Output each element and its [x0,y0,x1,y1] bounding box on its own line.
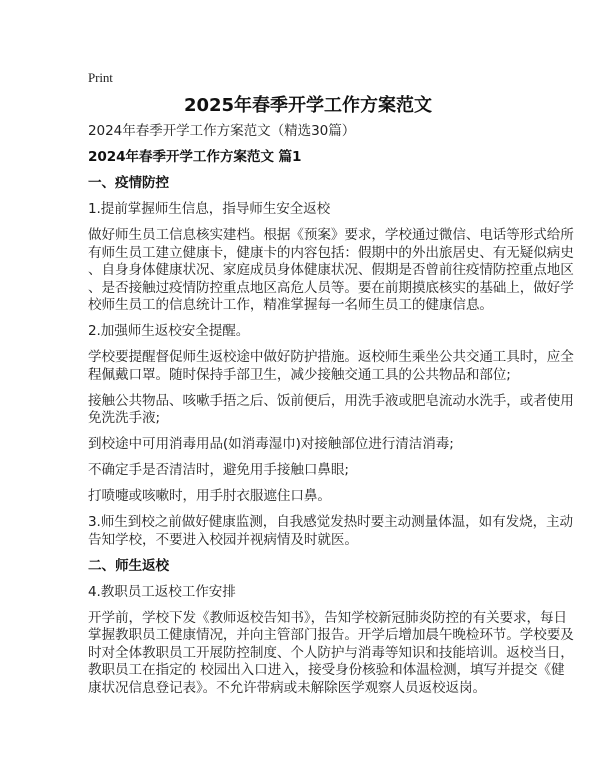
item-4: 4.教职员工返校工作安排 [88,583,236,600]
item-3 [88,514,574,549]
text-line: 3.师生到校之前做好健康监测，自我感觉发热时要主动测量体温，如有发烧，主动 [88,514,574,530]
paragraph [88,609,574,698]
text-line: 、自身身体健康状况、家庭成员身体健康状况、假期是否曾前往疫情防控重点地区 [88,262,574,278]
subtitle: 2024年春季开学工作方案范文（精选30篇） [88,123,356,139]
paragraph [88,392,574,428]
text-line: 教职员工在指定的 校园出入口进入，接受身份核验和体温检测，填写并提交《健 [88,662,565,678]
paragraph: 不确定手是否清洁时，避免用手接触口鼻眼; [88,462,349,478]
text-line: 做好师生员工信息核实建档。根据《预案》要求，学校通过微信、电话等形式给所 [88,227,574,243]
item-1: 1.提前掌握师生信息，指导师生安全返校 [88,201,331,217]
item-2: 2.加强师生返校安全提醒。 [88,323,250,339]
paragraph: 打喷嚏或咳嗽时，用手肘衣服遮住口鼻。 [88,488,331,504]
document-page [88,69,574,706]
page-title: 2025年春季开学工作方案范文 [183,95,433,116]
text-line: 程佩戴口罩。随时保持手部卫生，减少接触交通工具的公共物品和部位; [88,366,511,383]
text-line: 掌握教职员工健康情况，并向主管部门报告。开学后增加晨午晚检环节。学校要及 [88,627,574,643]
paragraph [88,227,574,315]
text-line: 接触公共物品、咳嗽手捂之后、饭前便后，用洗手液或肥皂流动水洗手，或者使用 [88,392,574,409]
paragraph [88,349,574,384]
section-heading-return: 二、师生返校 [88,557,169,574]
text-line: 康状况信息登记表》。不允许带病或未解除医学观察人员返校返岗。 [88,679,487,696]
article-heading: 2024年春季开学工作方案范文 篇1 [88,149,302,165]
paragraph: 到校途中可用消毒用品(如消毒湿巾)对接触部位进行清洁消毒; [88,436,454,452]
text-line: 校师生员工的信息统计工作，精准掌握每一名师生员工的健康信息。 [88,297,493,313]
text-line: 学校要提醒督促师生返校途中做好防护措施。返校师生乘坐公共交通工具时，应全 [88,349,574,365]
text-line: 时对全体教职员工开展防控制度、个人防护与消毒等知识和技能培训。返校当日， [88,644,574,661]
print-label[interactable]: Print [88,70,113,85]
text-line: 告知学校，不要进入校园并视病情及时就医。 [88,531,358,548]
section-heading-epidemic: 一、疫情防控 [88,175,169,191]
text-line: 、是否接触过疫情防控重点地区高危人员等。要在前期摸底核实的基础上，做好学 [88,279,574,296]
text-line: 有师生员工建立健康卡，健康卡的内容包括：假期中的外出旅居史、有无疑似病史 [88,244,574,261]
text-line: 开学前，学校下发《教师返校告知书》，告知学校新冠肺炎防控的有关要求，每日 [88,609,567,626]
text-line: 免洗洗手液; [88,410,160,426]
